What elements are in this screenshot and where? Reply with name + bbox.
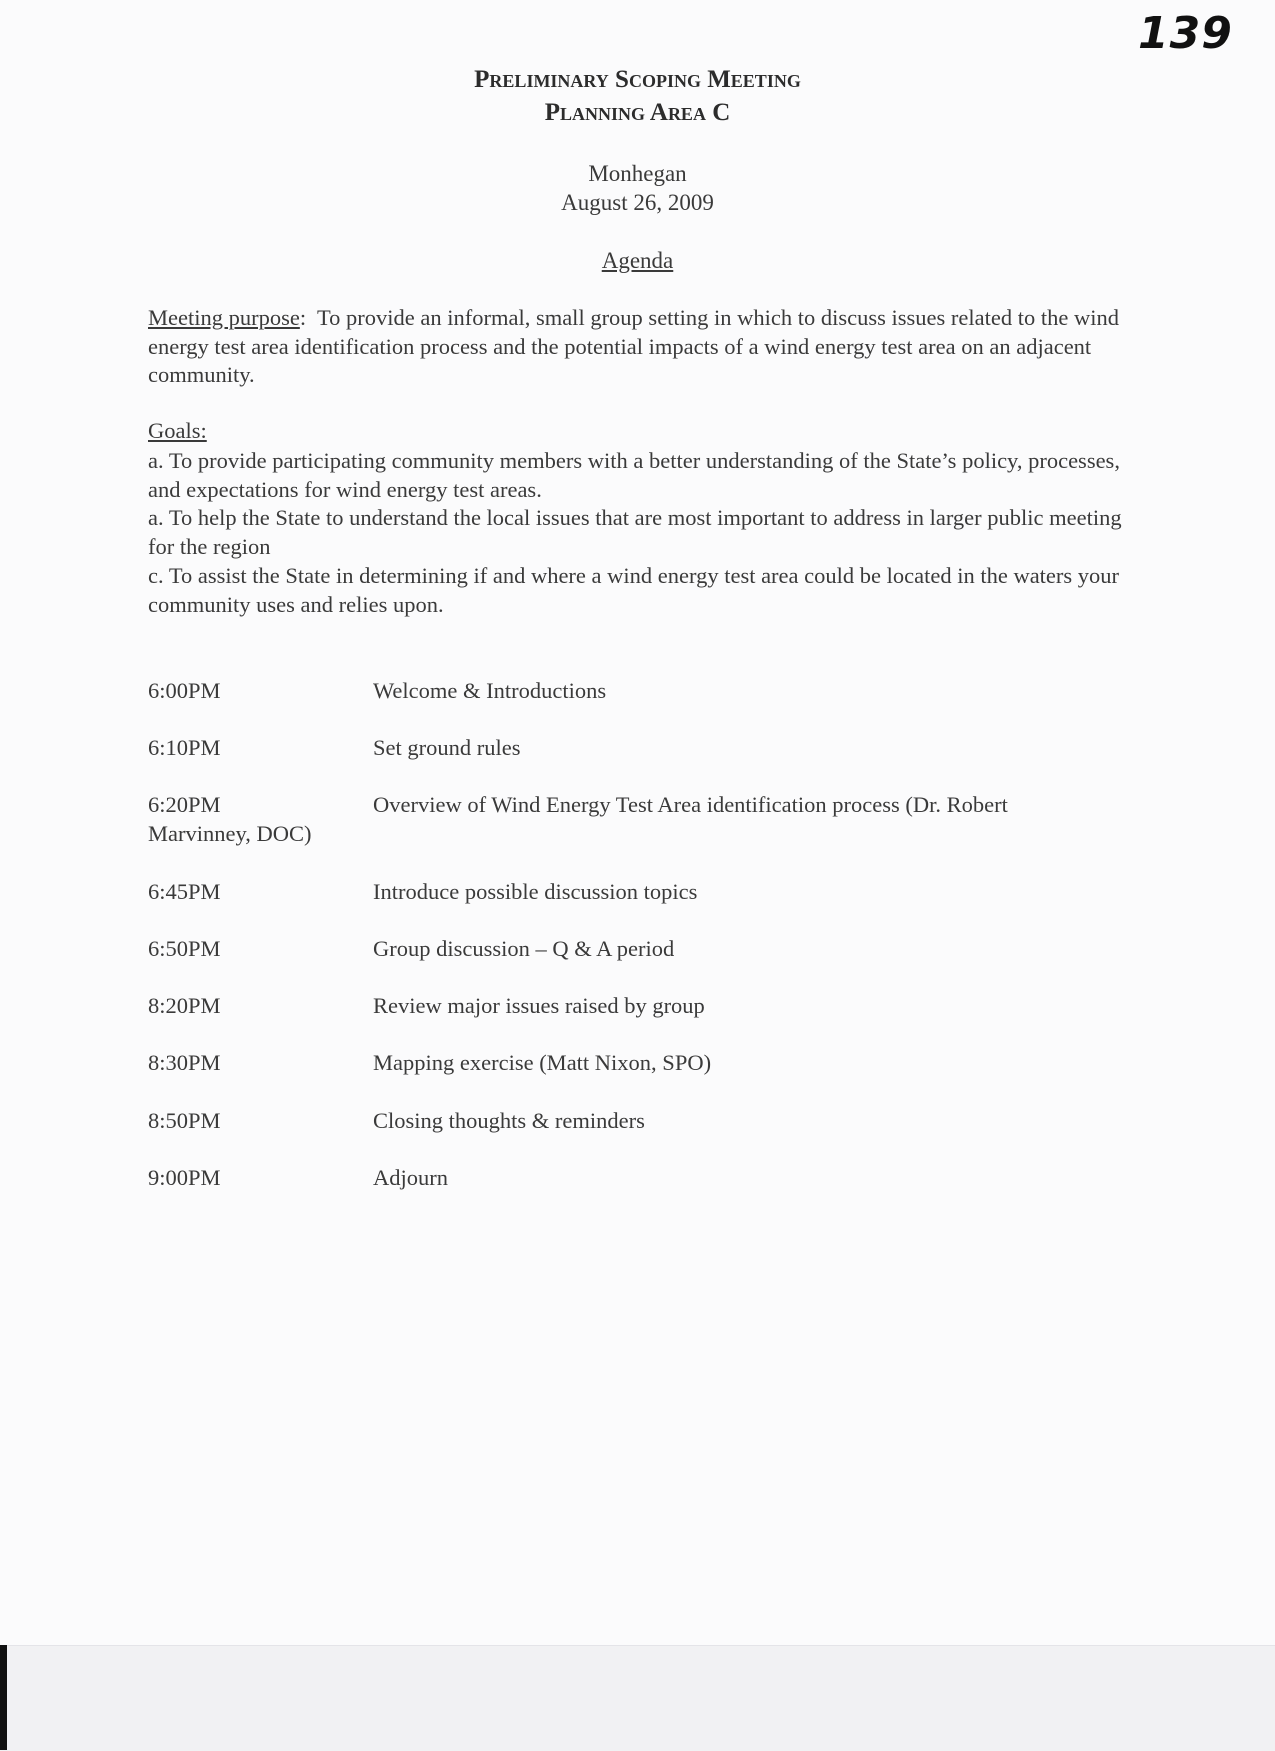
goals-colon: : — [200, 418, 207, 443]
schedule-time: 8:20PM — [148, 993, 221, 1018]
goals-label: Goals — [148, 418, 201, 443]
goal-item: c. To assist the State in determining if and where a wind energy test area could be located in the waters your community uses and relies upon. — [148, 562, 1120, 617]
goals-list — [148, 447, 1138, 619]
schedule-time: 6:00PM — [148, 678, 221, 703]
schedule-time: 9:00PM — [148, 1165, 221, 1190]
schedule-item: Adjourn — [373, 1165, 448, 1190]
goal-item: a. To help the State to understand the local issues that are most important to address in larger public meeting for the region — [148, 505, 1122, 560]
title-line-1: Preliminary Scoping Meeting — [474, 66, 801, 93]
schedule-time: 6:20PM — [148, 792, 221, 817]
schedule-item: Welcome & Introductions — [373, 678, 607, 703]
schedule-item: Set ground rules — [373, 735, 521, 760]
scan-edge-shadow — [0, 1645, 7, 1750]
schedule-time: 8:30PM — [148, 1050, 221, 1075]
schedule-time: 6:10PM — [148, 735, 221, 760]
scan-bottom-margin — [0, 1645, 1275, 1751]
purpose-text: To provide an informal, small group setting in which to discuss issues related to the wind energy test area identification process and the potential impacts of a wind energy test area on an adjacent community. — [148, 305, 1125, 388]
agenda-heading: Agenda — [601, 248, 674, 273]
schedule-item: Mapping exercise (Matt Nixon, SPO) — [373, 1050, 712, 1075]
meeting-location: Monhegan — [588, 161, 687, 186]
schedule-time: 8:50PM — [148, 1108, 221, 1133]
schedule-item: Closing thoughts & reminders — [373, 1108, 645, 1133]
purpose-label: Meeting purpose — [148, 305, 300, 330]
schedule-item: Introduce possible discussion topics — [373, 879, 698, 904]
purpose-colon: : — [299, 305, 307, 330]
schedule-time: 6:45PM — [148, 879, 221, 904]
goal-item: a. To provide participating community members with a better understanding of the State’s policy, processes, and expectations for wind energy test areas. — [148, 448, 1120, 502]
schedule-time: 6:50PM — [148, 936, 221, 961]
title-line-2: Planning Area C — [544, 99, 731, 126]
handwritten-page-number: 139 — [1138, 8, 1233, 59]
goals-heading — [148, 418, 207, 444]
schedule-item: Review major issues raised by group — [373, 993, 705, 1018]
meeting-date: August 26, 2009 — [561, 190, 714, 215]
schedule-item-continuation: Marvinney, DOC) — [148, 821, 312, 846]
schedule-item: Overview of Wind Energy Test Area identification process (Dr. Robert — [373, 792, 1008, 817]
meeting-purpose — [148, 304, 1138, 390]
schedule-item: Group discussion – Q & A period — [373, 936, 675, 961]
